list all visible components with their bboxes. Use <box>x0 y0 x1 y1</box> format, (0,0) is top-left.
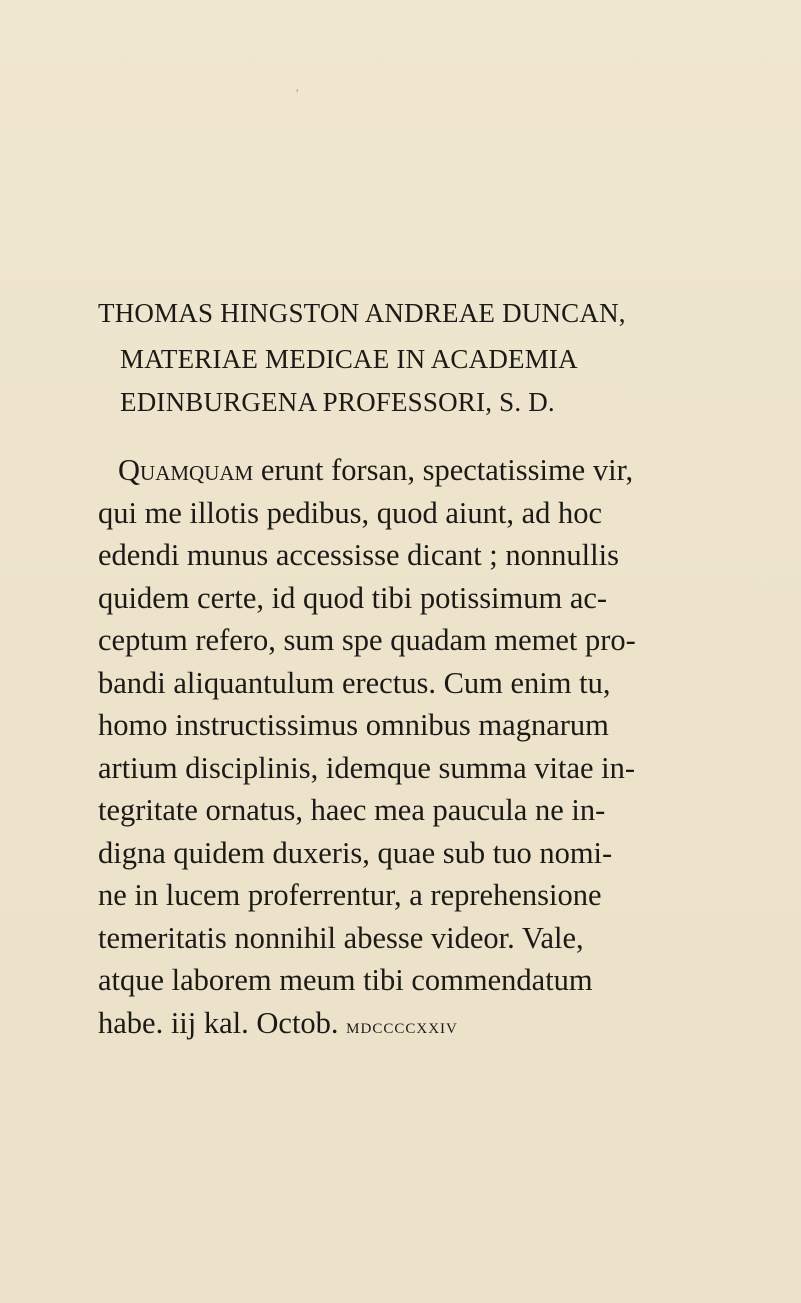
body-line-13: atque laborem meum tibi commendatum <box>98 963 593 997</box>
date-roman: mdccccxxiv <box>346 1012 458 1038</box>
closing-text: habe. iij kal. Octob. <box>98 1005 347 1040</box>
body-line-14 <box>98 1005 458 1040</box>
stray-mark: ′ <box>296 86 299 100</box>
heading-line-1: THOMAS HINGSTON ANDREAE DUNCAN, <box>98 298 626 328</box>
body-line-9: tegritate ornatus, haec mea paucula ne in- <box>98 793 606 827</box>
body-line-8: artium disciplinis, idemque summa vitae in- <box>98 750 636 785</box>
body-line-10: digna quidem duxeris, quae sub tuo nomi- <box>98 835 613 870</box>
body-line-12: temeritatis nonnihil abesse videor. Vale, <box>98 920 584 955</box>
body-line-2: qui me illotis pedibus, quod aiunt, ad hoc <box>98 495 603 530</box>
body-line-11: ne in lucem proferrentur, a reprehensione <box>98 878 602 912</box>
heading-line-3: EDINBURGENA PROFESSORI, S. D. <box>120 387 555 417</box>
body-line-1-rest: erunt forsan, spectatissime vir, <box>253 453 634 487</box>
body-line-3: edendi munus accessisse dicant ; nonnullis <box>98 538 619 572</box>
body-line-7: homo instructissimus omnibus magnarum <box>98 708 609 742</box>
body-line-6: bandi aliquantulum erectus. Cum enim tu, <box>98 665 611 700</box>
opening-word: Quamquam <box>118 453 254 487</box>
body-line-1 <box>118 455 633 486</box>
body-line-5: ceptum refero, sum spe quadam memet pro- <box>98 623 636 657</box>
body-line-4: quidem certe, id quod tibi potissimum ac- <box>98 580 608 615</box>
heading-line-2: MATERIAE MEDICAE IN ACADEMIA <box>120 344 578 374</box>
